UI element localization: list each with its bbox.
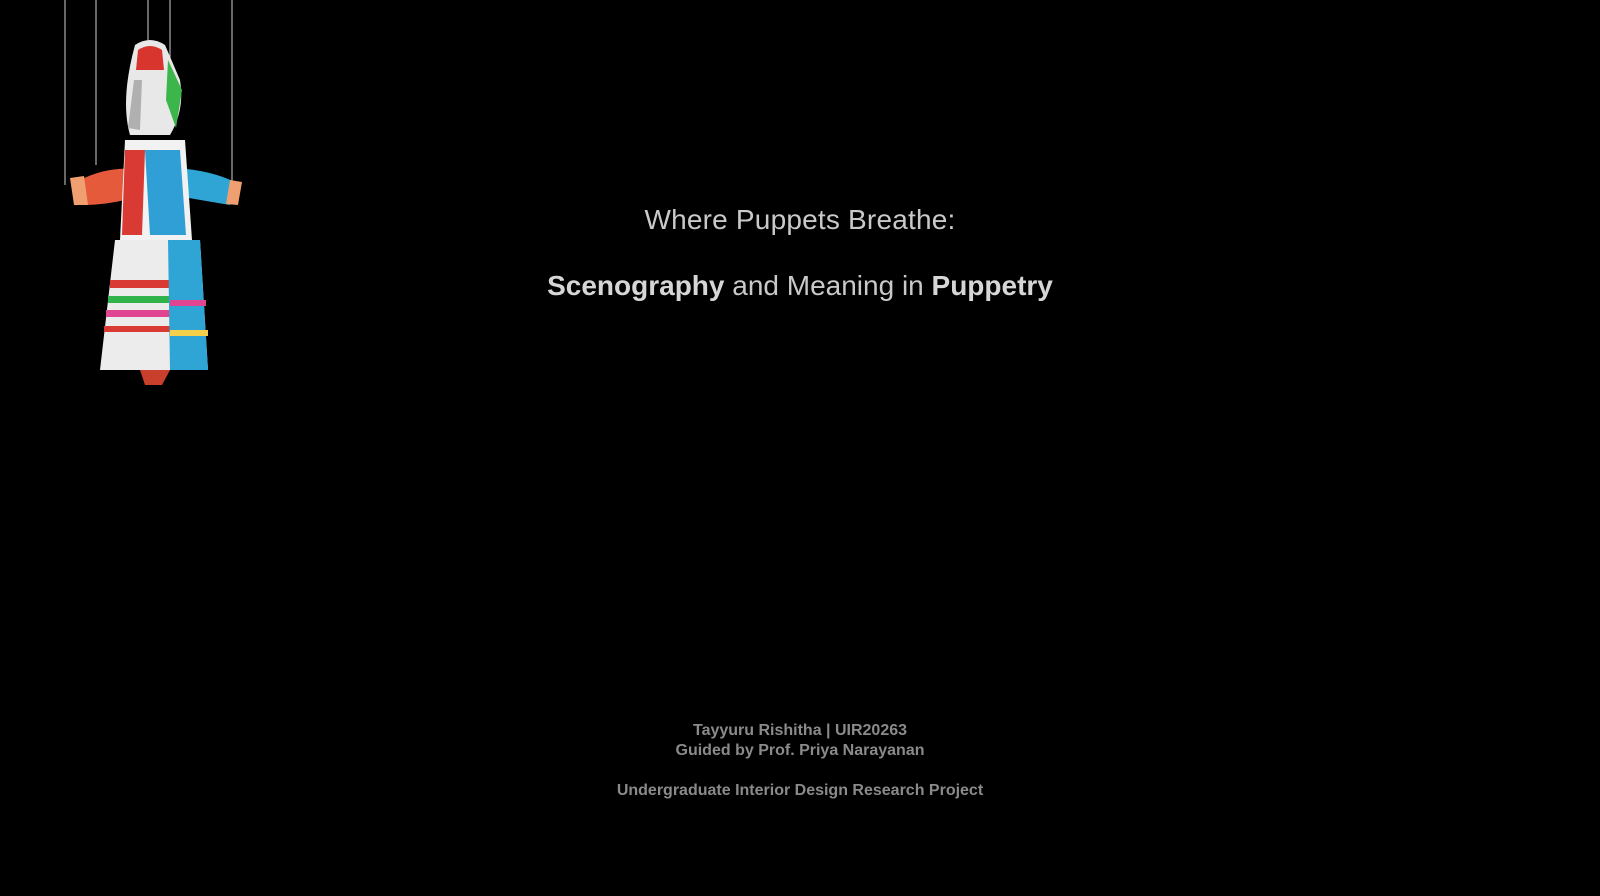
title-emphasis-scenography: Scenography: [547, 270, 725, 301]
title-line-2: [0, 270, 1600, 302]
title-middle-text: and Meaning in: [724, 270, 932, 301]
title-emphasis-puppetry: Puppetry: [931, 270, 1053, 301]
marionette-puppet-illustration: [50, 0, 260, 400]
title-line-1: Where Puppets Breathe:: [644, 204, 956, 235]
project-description: Undergraduate Interior Design Research Project: [616, 782, 984, 799]
guide-credit: Guided by Prof. Priya Narayanan: [675, 742, 925, 759]
author-credit: Tayyuru Rishitha | UIR20263: [692, 722, 908, 739]
